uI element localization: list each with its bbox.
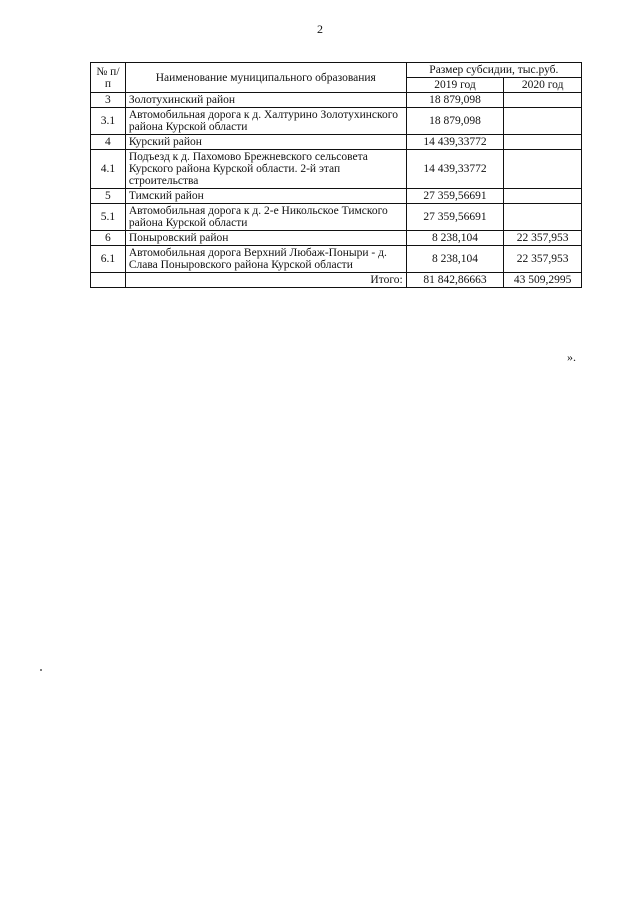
table-row: [91, 93, 582, 108]
header-num: № п/п: [91, 63, 126, 93]
row-2020: [504, 150, 582, 189]
table-row: [91, 231, 582, 246]
header-subsidy-size: Размер субсидии, тыс.руб.: [406, 63, 581, 78]
row-2020: [504, 93, 582, 108]
row-name: Тимский район: [125, 189, 406, 204]
row-2020: 22 357,953: [504, 246, 582, 273]
row-2020: [504, 204, 582, 231]
total-label: Итого:: [125, 273, 406, 288]
header-year-2019: 2019 год: [406, 78, 504, 93]
table-row: [91, 204, 582, 231]
total-num-empty: [91, 273, 126, 288]
total-2019: 81 842,86663: [406, 273, 504, 288]
row-name: Подъезд к д. Пахомово Брежневского сельсовета Курского района Курской области. 2-й этап строительства: [125, 150, 406, 189]
row-2020: [504, 135, 582, 150]
total-row: [91, 273, 582, 288]
header-name: Наименование муниципального образования: [125, 63, 406, 93]
row-num: 5: [91, 189, 126, 204]
row-name: Автомобильная дорога Верхний Любаж-Поныри - д. Слава Поныровского района Курской области: [125, 246, 406, 273]
row-num: 4: [91, 135, 126, 150]
row-2019: 27 359,56691: [406, 204, 504, 231]
row-num: 5.1: [91, 204, 126, 231]
table-row: [91, 150, 582, 189]
row-num: 6: [91, 231, 126, 246]
subsidy-table: [90, 62, 582, 288]
row-2019: 18 879,098: [406, 93, 504, 108]
table-row: [91, 135, 582, 150]
row-num: 6.1: [91, 246, 126, 273]
row-2020: 22 357,953: [504, 231, 582, 246]
total-2020: 43 509,2995: [504, 273, 582, 288]
row-2020: [504, 189, 582, 204]
row-name: Курский район: [125, 135, 406, 150]
row-name: Золотухинский район: [125, 93, 406, 108]
row-name: Поныровский район: [125, 231, 406, 246]
row-name: Автомобильная дорога к д. 2-е Никольское Тимского района Курской области: [125, 204, 406, 231]
page-number: 2: [317, 22, 323, 36]
row-2019: 14 439,33772: [406, 150, 504, 189]
row-name: Автомобильная дорога к д. Халтурино Золотухинского района Курской области: [125, 108, 406, 135]
table-row: [91, 189, 582, 204]
table-header-row: [91, 63, 582, 78]
row-2019: 8 238,104: [406, 231, 504, 246]
scan-speck: [40, 669, 42, 671]
header-year-2020: 2020 год: [504, 78, 582, 93]
row-num: 4.1: [91, 150, 126, 189]
table-row: [91, 108, 582, 135]
row-num: 3.1: [91, 108, 126, 135]
table-row: [91, 246, 582, 273]
row-2019: 27 359,56691: [406, 189, 504, 204]
row-2019: 18 879,098: [406, 108, 504, 135]
row-num: 3: [91, 93, 126, 108]
closing-quote: ».: [567, 350, 576, 364]
row-2019: 14 439,33772: [406, 135, 504, 150]
row-2020: [504, 108, 582, 135]
row-2019: 8 238,104: [406, 246, 504, 273]
